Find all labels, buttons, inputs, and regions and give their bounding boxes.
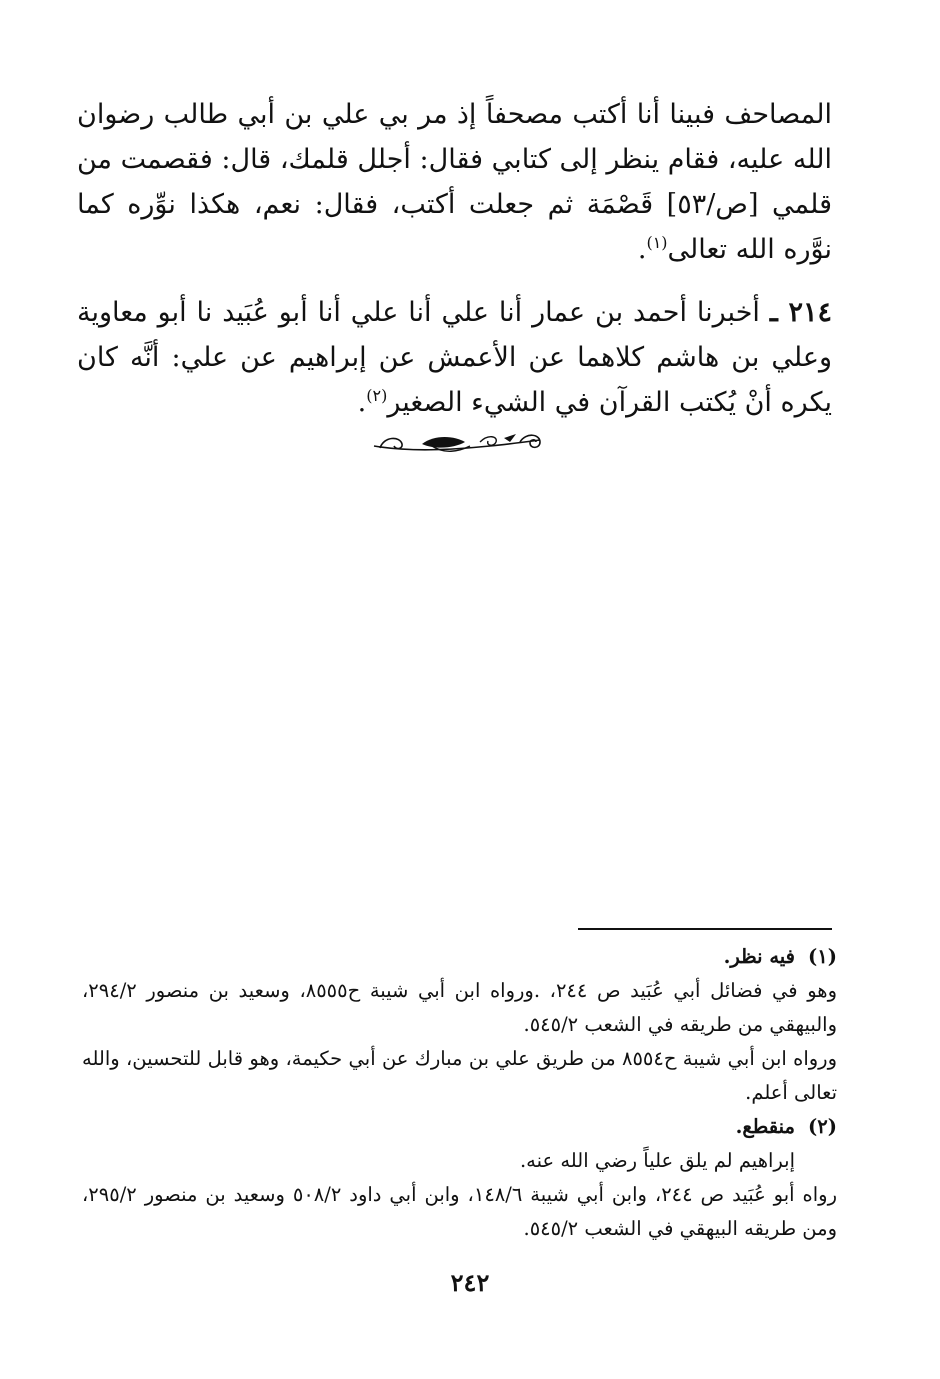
- footnote-1-line-2: ورواه ابن أبي شيبة ح٨٥٥٤ من طريق علي بن مبارك عن أبي حكيمة، وهو قابل للتحسين، والله تعالى أعلم.: [82, 1047, 837, 1104]
- paragraph-1: [77, 92, 832, 272]
- footnote-2-line-1: إبراهيم لم يلق علياً رضي الله عنه.: [519, 1149, 795, 1172]
- footnote-1-head: فيه نظر.: [723, 945, 795, 968]
- footnote-2-head: منقطع.: [735, 1115, 795, 1138]
- footnote-1-heading: [82, 940, 837, 974]
- page-number: ٢٤٢: [450, 1268, 490, 1297]
- floral-divider-icon: [370, 428, 545, 460]
- paragraph-1-text: المصاحف فبينا أنا أكتب مصحفاً إذ مر بي علي بن أبي طالب رضوان الله عليه، فقام ينظر إلى كتابي فقال: أجلل قلمك، قال: فقصمت من قلمي [ص/٥٣] قَصْمَة ثم جعلت أكتب، فقال: نعم، هكذا نوِّره كما نوَّره الله تعالى: [77, 99, 832, 265]
- paragraph-2-text: أخبرنا أحمد بن عمار أنا علي أنا علي أنا أبو عُبَيد نا أبو معاوية وعلي بن هاشم كلاهما عن الأعمش عن إبراهيم عن علي: أنَّه كان يكره أنْ يُكتب القرآن في الشيء الصغير: [77, 297, 832, 418]
- main-text: [77, 92, 832, 425]
- paragraph-1-end: .: [637, 234, 647, 265]
- footnote-divider: [578, 928, 832, 930]
- hadith-number: ٢١٤ ـ: [769, 297, 832, 328]
- footnote-1-number: (١): [808, 945, 837, 968]
- footnote-ref-2: (٢): [366, 386, 388, 405]
- footnote-2-line-2: رواه أبو عُبَيد ص ٢٤٤، وابن أبي شيبة ١٤٨/٦، وابن أبي داود ٥٠٨/٢ وسعيد بن منصور ٢٩٥/٢، ومن طريقه البيهقي في الشعب ٥٤٥/٢.: [82, 1183, 838, 1240]
- footnote-2-number: (٢): [808, 1115, 837, 1138]
- paragraph-2-end: .: [357, 387, 367, 418]
- paragraph-2: [77, 290, 832, 425]
- footnote-2-heading: [82, 1110, 837, 1144]
- footnotes: [82, 940, 837, 1246]
- footnote-ref-1: (١): [646, 233, 668, 252]
- footnote-1-line-1: وهو في فضائل أبي عُبَيد ص ٢٤٤، .ورواه ابن أبي شيبة ح٨٥٥٥، وسعيد بن منصور ٢٩٤/٢، والبيهقي من طريقه في الشعب ٥٤٥/٢.: [82, 979, 837, 1036]
